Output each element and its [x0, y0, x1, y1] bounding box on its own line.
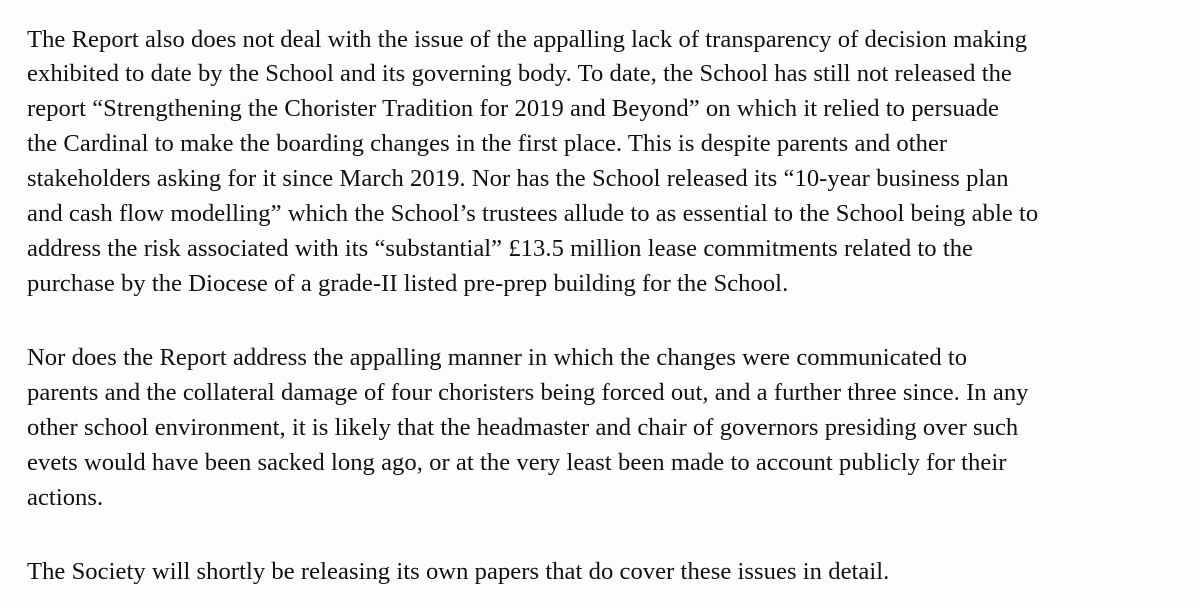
- text-line: the Cardinal to make the boarding changes in the first place. This is despite parents and other: [27, 130, 948, 157]
- text-line: stakeholders asking for it since March 2019. Nor has the School released its “10-year business plan: [27, 165, 1009, 192]
- text-line: The Report also does not deal with the issue of the appalling lack of transparency of decision making: [27, 26, 1028, 53]
- text-line: actions.: [27, 484, 104, 511]
- text-line: exhibited to date by the School and its governing body. To date, the School has still not released the: [27, 60, 1012, 87]
- text-line: parents and the collateral damage of four choristers being forced out, and a further three since. In any: [27, 379, 1029, 406]
- text-line: address the risk associated with its “substantial” £13.5 million lease commitments related to the: [27, 235, 974, 262]
- text-line: other school environment, it is likely that the headmaster and chair of governors presiding over such: [27, 414, 1019, 441]
- text-line: purchase by the Diocese of a grade-II listed pre-prep building for the School.: [27, 270, 789, 297]
- text-line: report “Strengthening the Chorister Tradition for 2019 and Beyond” on which it relied to persuade: [27, 95, 1000, 122]
- text-line: evets would have been sacked long ago, or at the very least been made to account publicly for their: [27, 449, 1007, 476]
- text-line: The Society will shortly be releasing its own papers that do cover these issues in detail.: [27, 558, 890, 585]
- text-line: and cash flow modelling” which the School’s trustees allude to as essential to the School being able to: [27, 200, 1039, 227]
- text-line: Nor does the Report address the appalling manner in which the changes were communicated to: [27, 344, 968, 371]
